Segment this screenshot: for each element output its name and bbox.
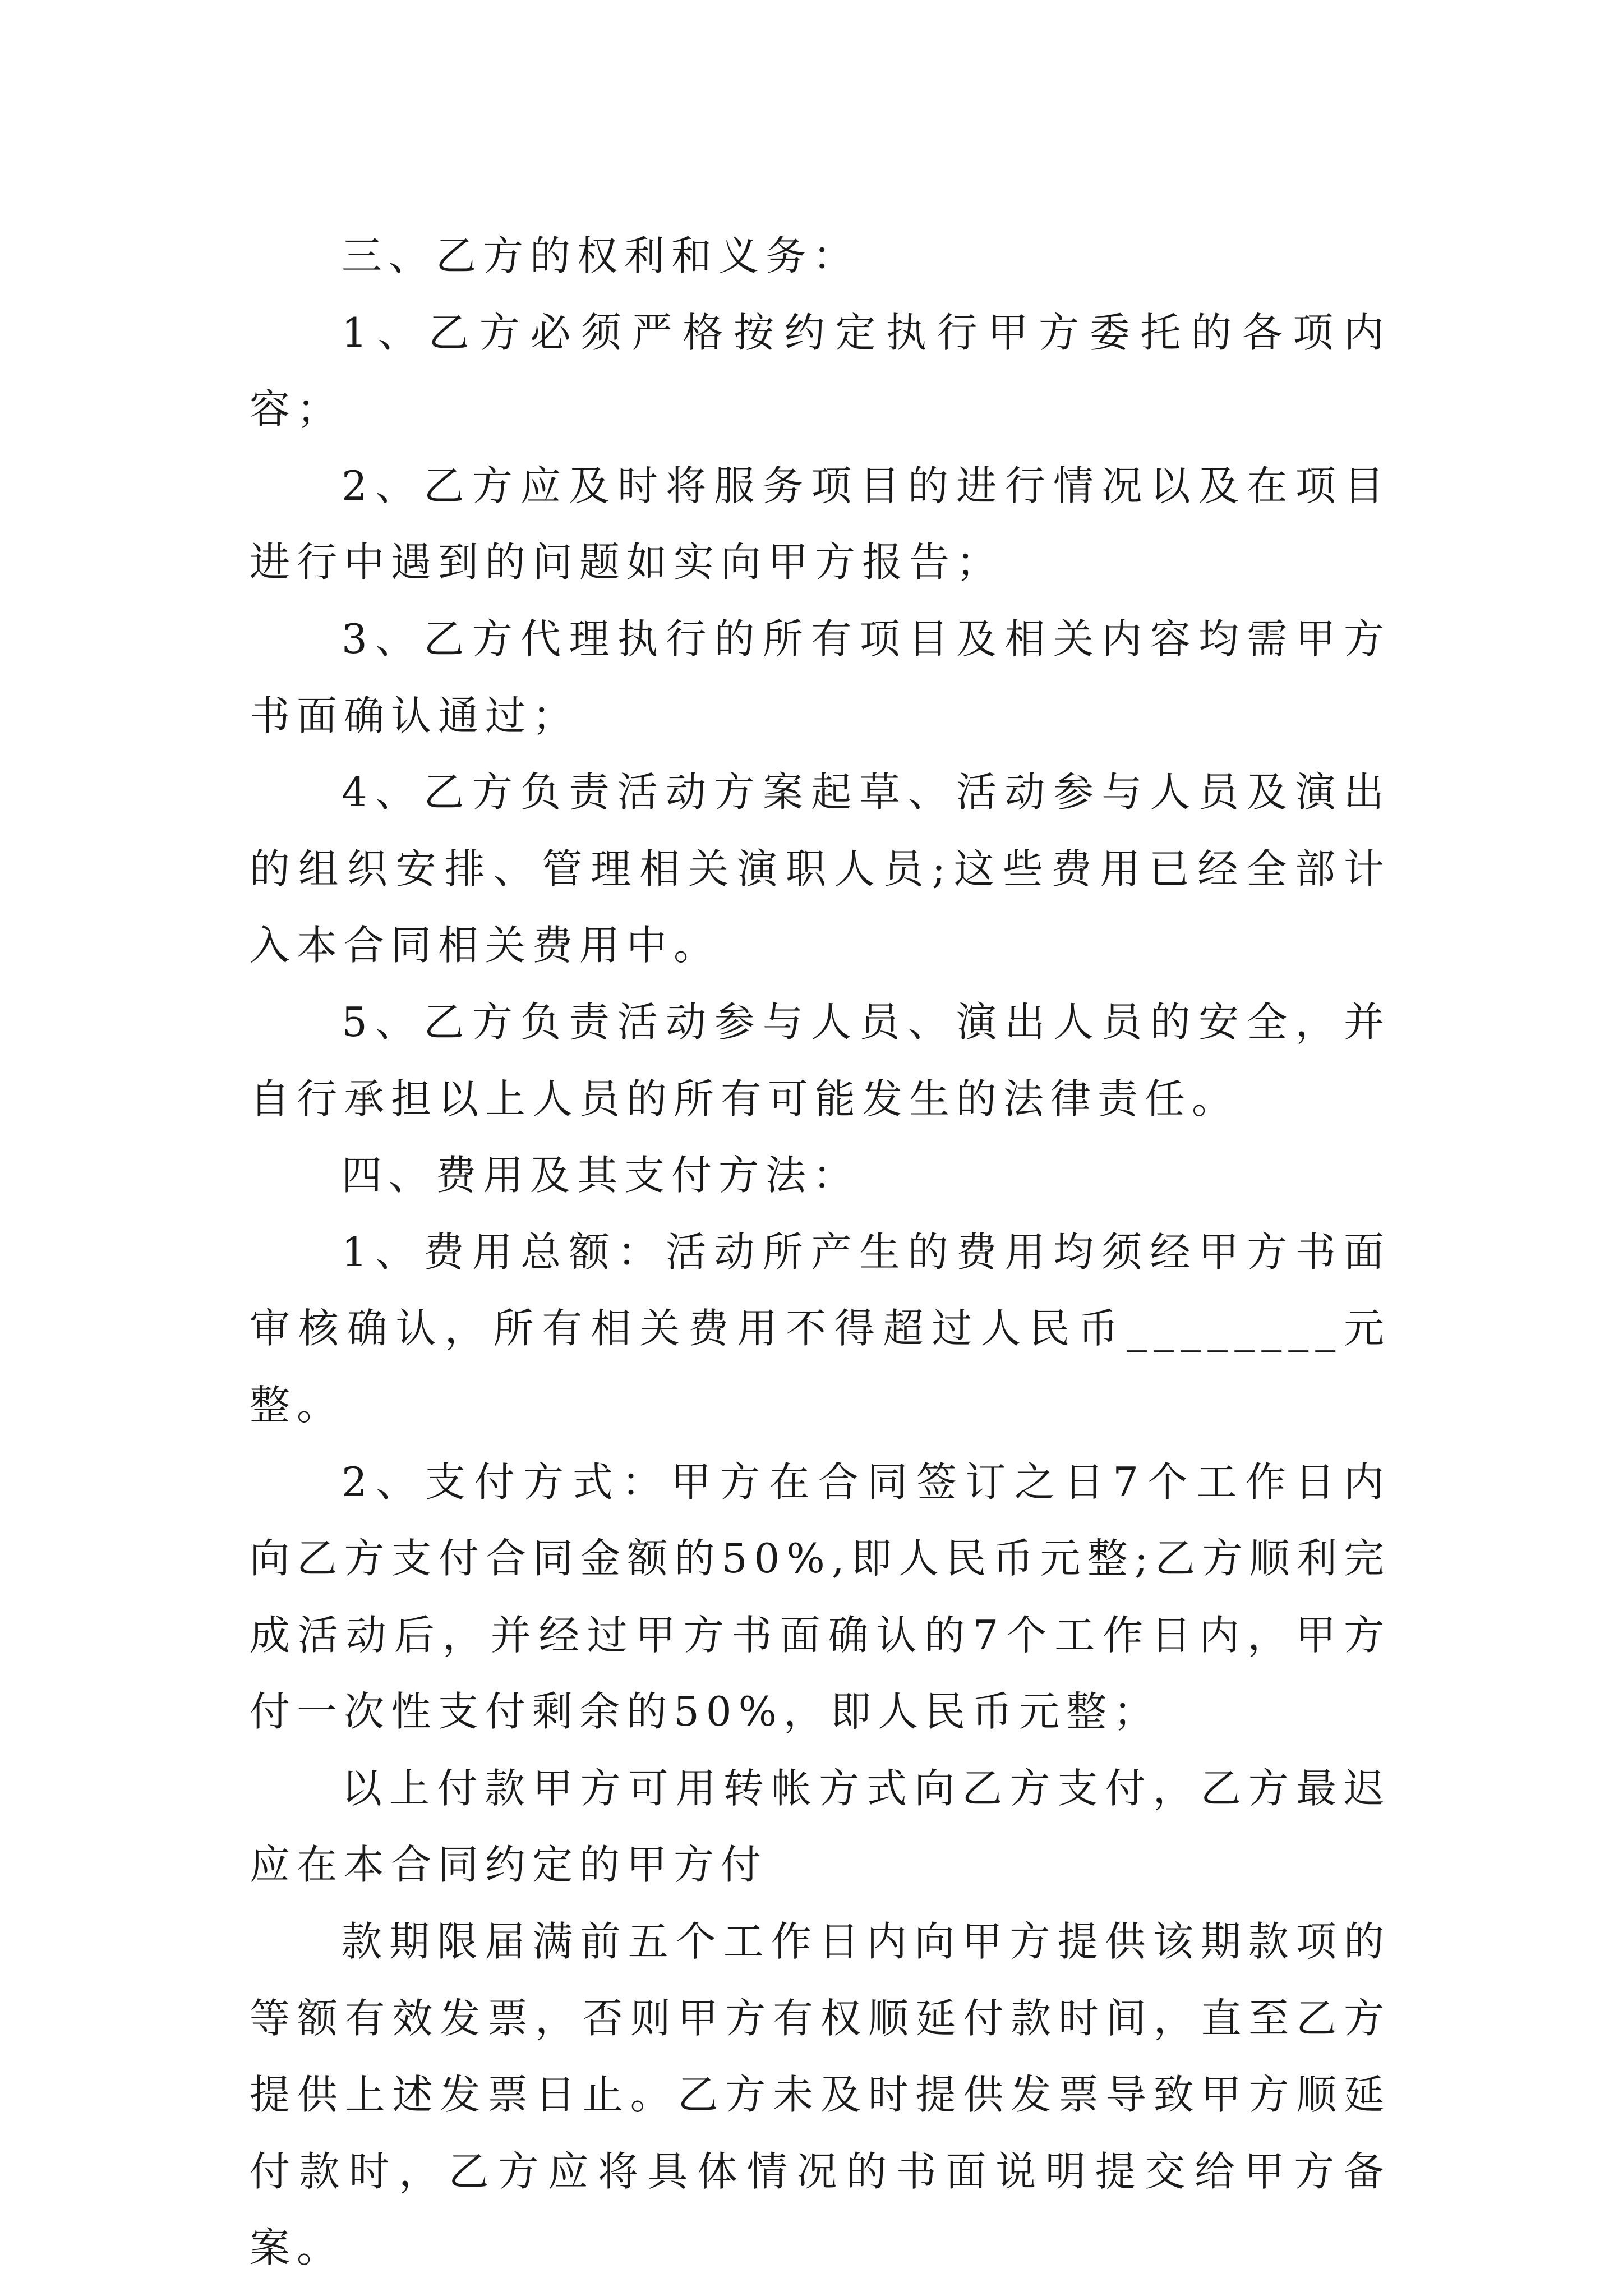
clause-paragraph: 4、乙方负责活动方案起草、活动参与人员及演出的组织安排、管理相关演职人员;这些费用已经全部计入本合同相关费用中。 bbox=[250, 769, 1391, 969]
section-heading-fees-payment: 四、费用及其支付方法： bbox=[342, 1152, 860, 1199]
section-heading-rights-obligations: 三、乙方的权利和义务： bbox=[342, 232, 860, 279]
clause-paragraph: 2、乙方应及时将服务项目的进行情况以及在项目进行中遇到的问题如实向甲方报告； bbox=[250, 462, 1391, 586]
clause-paragraph: 3、乙方代理执行的所有项目及相关内容均需甲方书面确认通过； bbox=[250, 615, 1391, 739]
clause-paragraph: 2、支付方式：甲方在合同签订之日7个工作日内向乙方支付合同金额的50%,即人民币元整;乙方顺利完成活动后，并经过甲方书面确认的7个工作日内，甲方付一次性支付剩余的50%，即人民币元整； bbox=[250, 1458, 1391, 1736]
clause-paragraph: 1、费用总额：活动所产生的费用均须经甲方书面审核确认，所有相关费用不得超过人民币________元整。 bbox=[250, 1228, 1391, 1429]
document-body bbox=[250, 218, 1391, 2286]
clause-paragraph: 以上付款甲方可用转帐方式向乙方支付，乙方最迟应在本合同约定的甲方付 bbox=[250, 1764, 1391, 1889]
clause-paragraph: 5、乙方负责活动参与人员、演出人员的安全，并自行承担以上人员的所有可能发生的法律责任。 bbox=[250, 998, 1391, 1122]
clause-paragraph: 1、乙方必须严格按约定执行甲方委托的各项内容； bbox=[250, 309, 1391, 433]
clause-paragraph: 款期限届满前五个工作日内向甲方提供该期款项的等额有效发票，否则甲方有权顺延付款时间，直至乙方提供上述发票日止。乙方未及时提供发票导致甲方顺延付款时，乙方应将具体情况的书面说明提交给甲方备案。 bbox=[250, 1918, 1391, 2272]
